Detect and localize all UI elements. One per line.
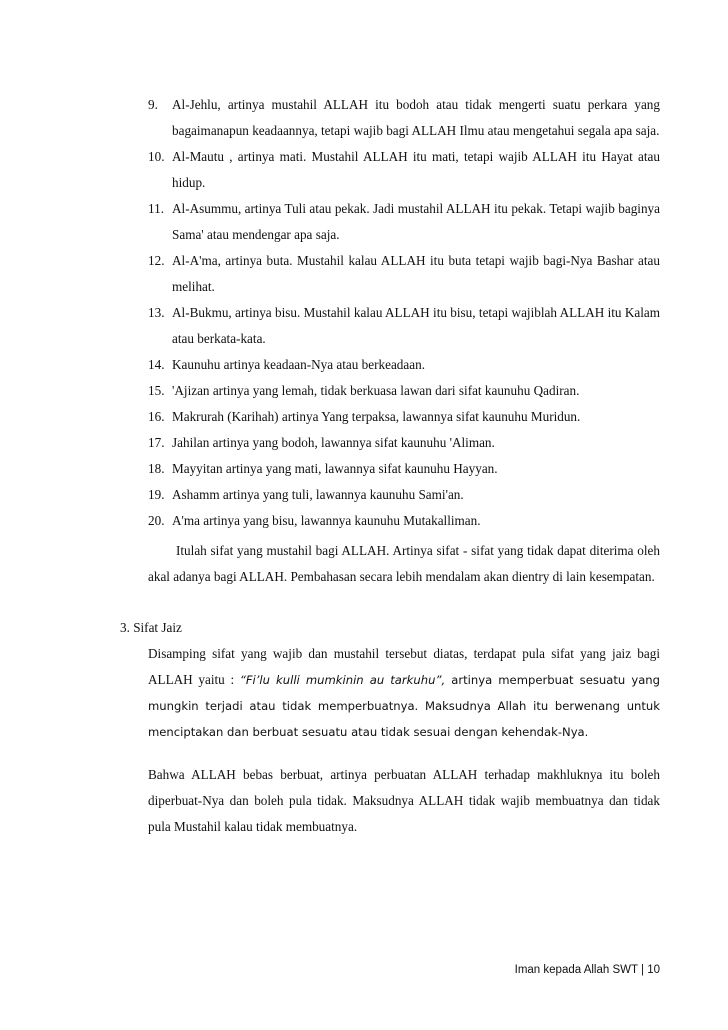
list-item-number: 10. bbox=[148, 149, 165, 164]
list-item-text: Makrurah (Karihah) artinya Yang terpaksa, lawannya sifat kaunuhu Muridun. bbox=[172, 409, 581, 424]
list-item-text: Kaunuhu artinya keadaan-Nya atau berkeadaan. bbox=[172, 357, 425, 372]
list-item-text: Ashamm artinya yang tuli, lawannya kaunuhu Sami'an. bbox=[172, 487, 464, 502]
section-heading: 3. Sifat Jaiz bbox=[120, 620, 182, 635]
list-item bbox=[148, 378, 660, 404]
final-paragraph: Bahwa ALLAH bebas berbuat, artinya perbuatan ALLAH terhadap makhluknya itu boleh diperbuat-Nya dan boleh pula tidak. Maksudnya ALLAH tidak wajib membuatnya dan tidak pula Mustahil kalau tidak membuatnya. bbox=[148, 767, 660, 834]
mustahil-list bbox=[148, 92, 660, 534]
list-item-text: Mayyitan artinya yang mati, lawannya sifat kaunuhu Hayyan. bbox=[172, 461, 498, 476]
list-item-text: Al-Asummu, artinya Tuli atau pekak. Jadi mustahil ALLAH itu pekak. Tetapi wajib baginya Sama' atau mendengar apa saja. bbox=[172, 201, 660, 242]
list-item bbox=[148, 430, 660, 456]
footer-title: Iman kepada Allah SWT bbox=[514, 964, 638, 976]
jaiz-paragraph bbox=[148, 641, 660, 745]
jaiz-quote-text: “Fi’lu kulli mumkinin au tarkuhu”, bbox=[239, 673, 446, 687]
list-item-number: 11. bbox=[148, 201, 164, 216]
jaiz-rest-text: artinya memperbuat sesuatu yang mungkin terjadi atau tidak memperbuatnya. Maksudnya Allah itu berwenang untuk menciptakan dan berbuat sesuatu atau tidak sesuai dengan kehendak-Nya. bbox=[148, 673, 660, 739]
list-item-text: Al-Mautu , artinya mati. Mustahil ALLAH itu mati, tetapi wajib ALLAH itu Hayat atau hidup. bbox=[172, 149, 660, 190]
list-item-number: 9. bbox=[148, 97, 158, 112]
list-item bbox=[148, 352, 660, 378]
footer-separator: | bbox=[637, 964, 648, 976]
list-item bbox=[148, 456, 660, 482]
list-item-number: 20. bbox=[148, 513, 165, 528]
list-item bbox=[148, 482, 660, 508]
list-item-text: Jahilan artinya yang bodoh, lawannya sifat kaunuhu 'Aliman. bbox=[172, 435, 495, 450]
list-item-number: 18. bbox=[148, 461, 165, 476]
list-item bbox=[148, 248, 660, 300]
list-item bbox=[148, 144, 660, 196]
list-item bbox=[148, 300, 660, 352]
list-item-number: 19. bbox=[148, 487, 165, 502]
list-item-number: 13. bbox=[148, 305, 165, 320]
page-number: 10 bbox=[647, 964, 660, 976]
list-item bbox=[148, 92, 660, 144]
list-item-text: 'Ajizan artinya yang lemah, tidak berkuasa lawan dari sifat kaunuhu Qadiran. bbox=[172, 383, 580, 398]
list-item bbox=[148, 196, 660, 248]
list-item-number: 17. bbox=[148, 435, 165, 450]
page-footer bbox=[515, 960, 660, 980]
list-item-text: Al-Bukmu, artinya bisu. Mustahil kalau ALLAH itu bisu, tetapi wajiblah ALLAH itu Kalam atau berkata-kata. bbox=[172, 305, 660, 346]
jaiz-lead-text: Disamping sifat yang wajib dan mustahil tersebut diatas, terdapat pula sifat yang jaiz bagi ALLAH yaitu : bbox=[148, 646, 660, 687]
closing-paragraph: Itulah sifat yang mustahil bagi ALLAH. Artinya sifat - sifat yang tidak dapat diterima oleh akal adanya bagi ALLAH. Pembahasan secara lebih mendalam akan dientry di lain kesempatan. bbox=[148, 543, 660, 584]
list-item bbox=[148, 508, 660, 534]
list-item-number: 12. bbox=[148, 253, 165, 268]
list-item-text: Al-A'ma, artinya buta. Mustahil kalau ALLAH itu buta tetapi wajib bagi-Nya Bashar atau melihat. bbox=[172, 253, 660, 294]
list-item-number: 16. bbox=[148, 409, 165, 424]
list-item-text: Al-Jehlu, artinya mustahil ALLAH itu bodoh atau tidak mengerti suatu perkara yang bagaimanapun keadaannya, tetapi wajib bagi ALLAH Ilmu atau mengetahui segala apa saja. bbox=[172, 97, 660, 138]
list-item-text: A'ma artinya yang bisu, lawannya kaunuhu Mutakalliman. bbox=[172, 513, 481, 528]
list-item-number: 14. bbox=[148, 357, 165, 372]
list-item bbox=[148, 404, 660, 430]
list-item-number: 15. bbox=[148, 383, 165, 398]
